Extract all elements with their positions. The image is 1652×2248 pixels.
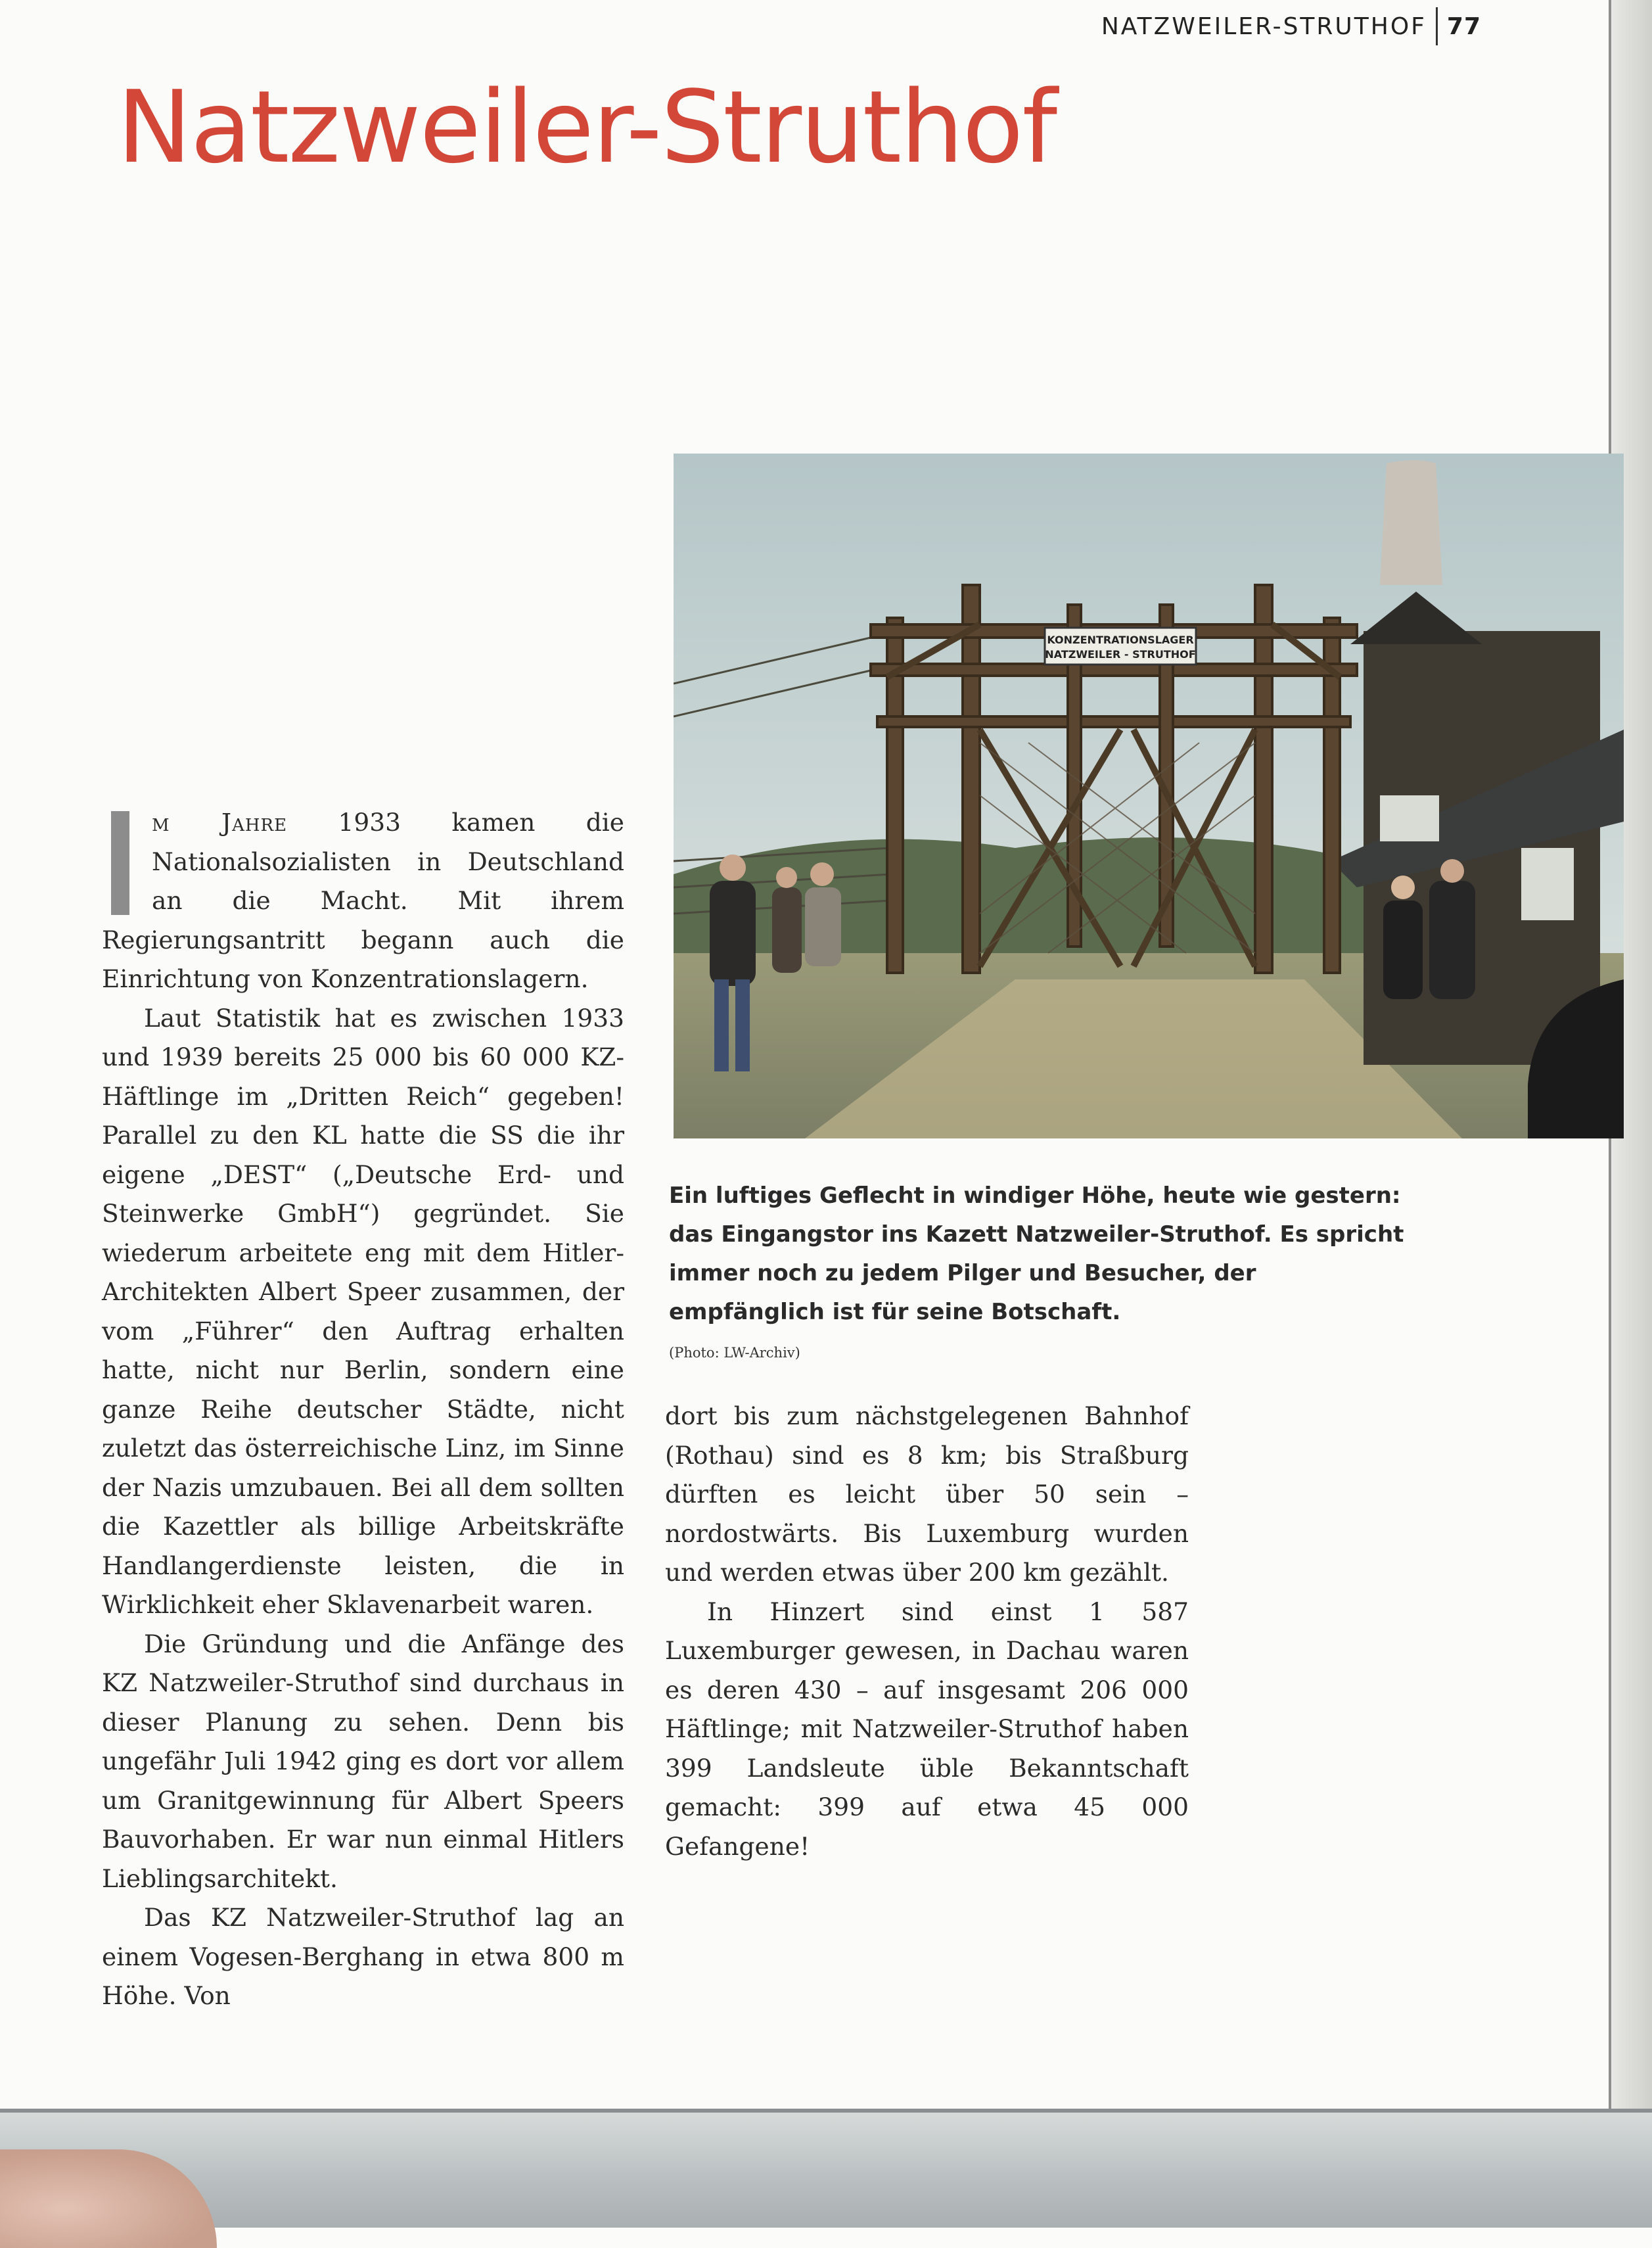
paragraph: In Hinzert sind einst 1 587 Luxemburger gewesen, in Dachau waren es deren 430 – auf insgesamt 206 000 Häftlinge; mit Natzweiler-Struthof haben 399 Landsleute üble Bekanntschaft gemacht: 399 auf etwa 45 000 Gefangene! <box>665 1597 1189 1861</box>
gate-photo <box>674 454 1624 1138</box>
text-column-left <box>102 803 624 2016</box>
paragraph <box>102 803 624 999</box>
paragraph: dort bis zum nächstgelegenen Bahnhof (Rothau) sind es 8 km; bis Straßburg dürften es leicht über 50 sein – nordostwärts. Bis Luxemburg wurden und werden etwas über 200 km gezählt. <box>665 1401 1189 1587</box>
text-column-right <box>665 1397 1189 1866</box>
page-number: 77 <box>1446 12 1481 40</box>
photo-credit: (Photo: LW-Archiv) <box>669 1345 800 1361</box>
paragraph: Laut Statistik hat es zwischen 1933 und 1939 bereits 25 000 bis 60 000 KZ-Häftlinge im „Dritten Reich“ gegeben! Parallel zu den KL hatte die SS die ihr eigene „DEST“ („Deutsche Erd- und Steinwerke GmbH“) gegründet. Sie wiederum arbeitete eng mit dem Hitler-Architekten Albert Speer zusammen, der vom „Führer“ den Auftrag erhalten hatte, nicht nur Berlin, sondern eine ganze Reihe deutscher Städte, nicht zuletzt das österreichische Linz, im Sinne der Nazis umzubauen. Bei all dem sollten die Kazettler als billige Arbeitskräfte Handlangerdienste leisten, die in Wirklichkeit eher Sklavenarbeit waren. <box>102 1003 624 1619</box>
paragraph: Die Gründung und die Anfänge des KZ Natzweiler-Struthof sind durchaus in dieser Planung zu sehen. Denn bis ungefähr Juli 1942 ging es dort vor allem um Granitgewinnung für Albert Speers Bauvorhaben. Er war nun einmal Hitlers Lieblingsarchitekt. <box>102 1629 624 1893</box>
article-title: Natzweiler-Struthof <box>117 69 1057 185</box>
running-head-divider <box>1436 7 1438 45</box>
paragraph: Das KZ Natzweiler-Struthof lag an einem Vogesen-Berghang in etwa 800 m Höhe. Von <box>102 1903 624 2010</box>
lead-in-smallcaps: m Jahre <box>152 808 288 837</box>
gate-sign-line-1: KONZENTRATIONSLAGER <box>1047 634 1194 646</box>
scan-background <box>0 2109 1652 2228</box>
drop-cap-i <box>111 811 129 915</box>
running-title: NATZWEILER-STRUTHOF <box>1101 12 1427 40</box>
photo-caption: Ein luftiges Geflecht in windiger Höhe, heute wie gestern: das Eingangstor ins Kazett Natzweiler-Struthof. Es spricht immer noch zu jedem Pilger und Besucher, der empfänglich ist für seine Botschaft. <box>669 1183 1404 1325</box>
running-head <box>1101 7 1481 46</box>
gate-sign-line-2: NATZWEILER - STRUTHOF <box>1045 648 1196 661</box>
lead-paragraph-text: 1933 kamen die Nationalsozialisten in Deutschland an die Macht. Mit ihrem Regierungsantritt begann auch die Einrichtung von Konzentrationslagern. <box>102 808 624 993</box>
